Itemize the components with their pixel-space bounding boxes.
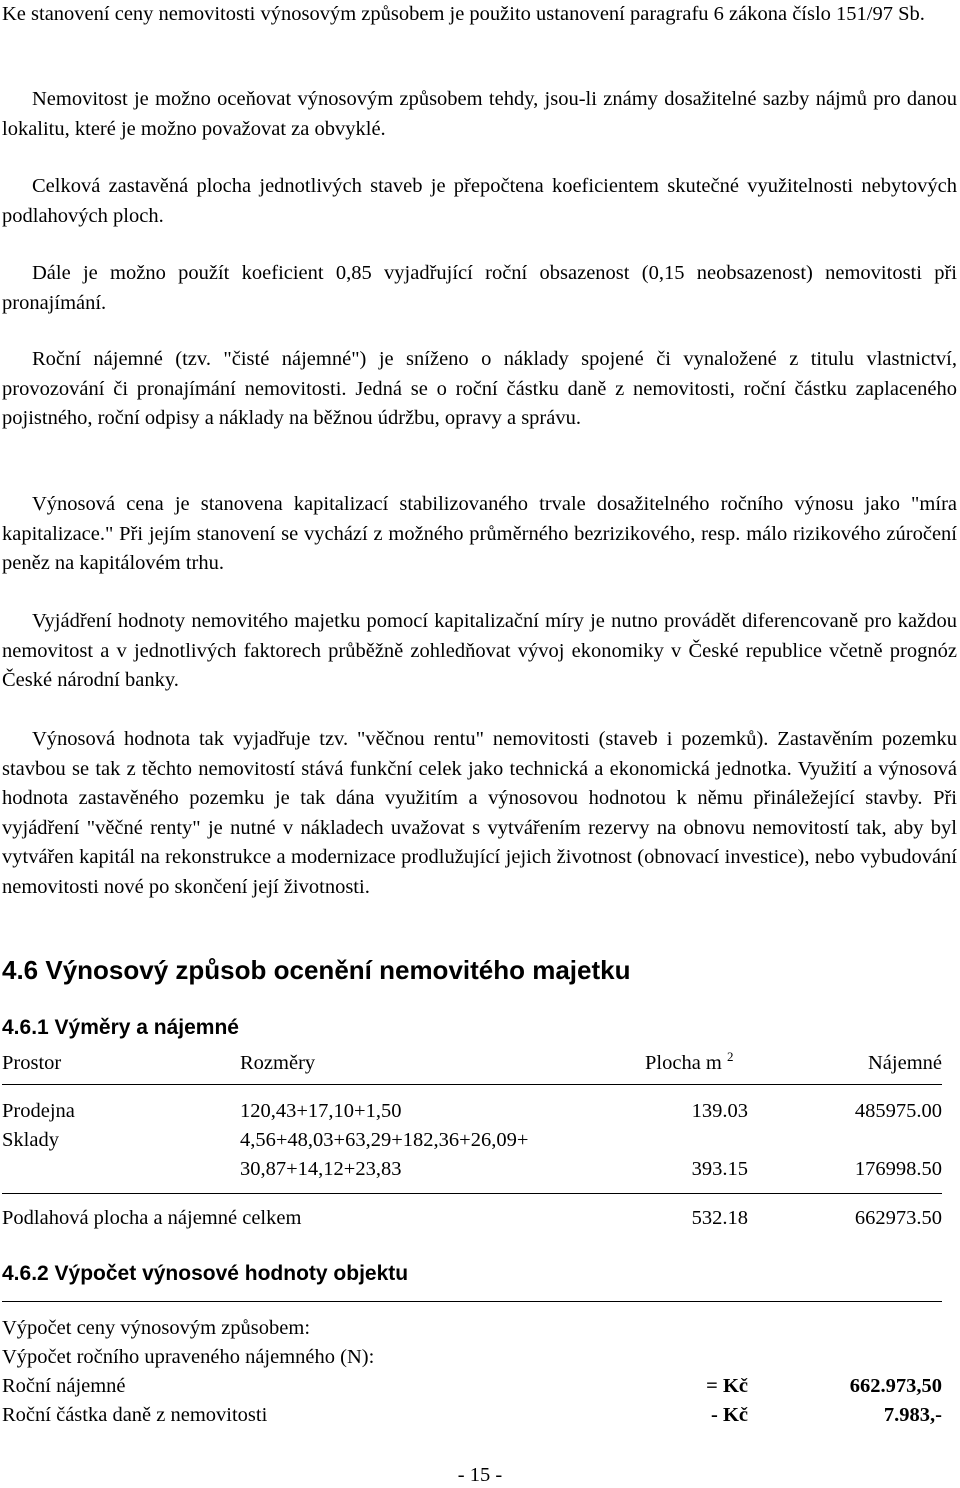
row-rozmery: 120,43+17,10+1,50 (240, 1100, 402, 1122)
row-prostor: Sklady (2, 1129, 59, 1151)
paragraph-annual-rent (2, 345, 957, 434)
paragraph-capitalization (2, 490, 957, 579)
calc-row-label: Roční nájemné (2, 1375, 126, 1397)
paragraph-occupancy-coefficient (2, 259, 957, 318)
plocha-superscript: 2 (727, 1049, 734, 1065)
row-prostor: Prodejna (2, 1100, 75, 1122)
calc-method-line: Výpočet ceny výnosovým způsobem: (2, 1317, 311, 1339)
row-najemne: 176998.50 (854, 1158, 942, 1180)
total-plocha: 532.18 (691, 1207, 748, 1229)
calc-rent-line: Výpočet ročního upraveného nájemného (N): (2, 1346, 375, 1368)
paragraph-text: Výnosová hodnota tak vyjadřuje tzv. "věčnou rentu" nemovitosti (staveb i pozemků). Zastavěním pozemku stavbou se tak z těchto nemovitostí stává funkční celek jako technická a ekonomická jednotka. Využití a výnosová hodnota zastavěného pozemku je tak dána využitím a výnosovou hodnotou k němu přináležející stavby. Při vyjádření "věčné renty" je nutné v nákladech uvažovat s vytvářením rezervy na obnovu nemovitostí tak, aby byl vytvářen kapitál na rekonstrukce a modernizace prodlužující jejich životnost (obnovací investice), nebo vybudování nemovitosti nové po skončení její životnosti. (2, 728, 957, 898)
calc-rule (2, 1301, 942, 1302)
section-heading: 4.6 Výnosový způsob ocenění nemovitého majetku (2, 955, 631, 985)
paragraph-text: Roční nájemné (tzv. "čisté nájemné") je sníženo o náklady spojené či vynaložené z titulu vlastnictví, provozování či pronajímání nemovitosti. Jedná se o roční částku daně z nemovitosti, roční částku zaplaceného pojistného, roční odpisy a náklady na běžnou údržbu, opravy a správu. (2, 348, 957, 429)
calc-row-value: 662.973,50 (849, 1375, 942, 1397)
row-najemne: 485975.00 (854, 1100, 942, 1122)
subsection-heading-income-value: 4.6.2 Výpočet výnosové hodnoty objektu (2, 1262, 409, 1285)
table-total-rule (2, 1193, 942, 1194)
page-number: - 15 - (457, 1464, 503, 1486)
subsection-heading-areas-rent: 4.6.1 Výměry a nájemné (2, 1016, 239, 1039)
calc-row-operator: = Kč (706, 1375, 748, 1397)
paragraph-text: Celková zastavěná plocha jednotlivých staveb je přepočtena koeficientem skutečné využitelnosti nebytových podlahových ploch. (2, 175, 957, 227)
plocha-label: Plocha m (645, 1052, 722, 1074)
row-plocha: 139.03 (691, 1100, 748, 1122)
table-header-plocha (645, 1050, 734, 1076)
calc-row-operator: - Kč (711, 1404, 748, 1426)
paragraph-perpetual-rent (2, 725, 957, 902)
paragraph-capitalization-rate (2, 607, 957, 696)
table-header-rozmery: Rozměry (240, 1052, 316, 1074)
calc-row-label: Roční částka daně z nemovitosti (2, 1404, 268, 1426)
paragraph-legal-basis: Ke stanovení ceny nemovitosti výnosovým způsobem je použito ustanovení paragrafu 6 zákona číslo 151/97 Sb. (2, 3, 925, 25)
row-plocha: 393.15 (691, 1158, 748, 1180)
row-rozmery: 4,56+48,03+63,29+182,36+26,09+ (240, 1129, 529, 1151)
paragraph-built-area (2, 172, 957, 231)
table-header-rule (2, 1084, 942, 1085)
total-najemne: 662973.50 (854, 1207, 942, 1229)
table-header-najemne: Nájemné (868, 1052, 942, 1074)
total-label: Podlahová plocha a nájemné celkem (2, 1207, 302, 1229)
table-header-prostor: Prostor (2, 1052, 62, 1074)
paragraph-income-method-condition (2, 85, 957, 144)
paragraph-text: Vyjádření hodnoty nemovitého majetku pomocí kapitalizační míry je nutno provádět diferencovaně pro každou nemovitost a v jednotlivých faktorech průběžně zohledňovat vývoj ekonomiky v České republice včetně prognóz České národní banky. (2, 610, 957, 691)
paragraph-text: Nemovitost je možno oceňovat výnosovým způsobem tehdy, jsou-li známy dosažitelné sazby nájmů pro danou lokalitu, které je možno považovat za obvyklé. (2, 88, 957, 140)
row-rozmery: 30,87+14,12+23,83 (240, 1158, 402, 1180)
paragraph-text: Dále je možno použít koeficient 0,85 vyjadřující roční obsazenost (0,15 neobsazenost) nemovitosti při pronajímání. (2, 262, 957, 314)
paragraph-text: Výnosová cena je stanovena kapitalizací stabilizovaného trvale dosažitelného ročního výnosu jako "míra kapitalizace." Při jejím stanovení se vychází z možného průměrného bezrizikového, resp. málo rizikového zúročení peněz na kapitálovém trhu. (2, 493, 957, 574)
calc-row-value: 7.983,- (883, 1404, 942, 1426)
